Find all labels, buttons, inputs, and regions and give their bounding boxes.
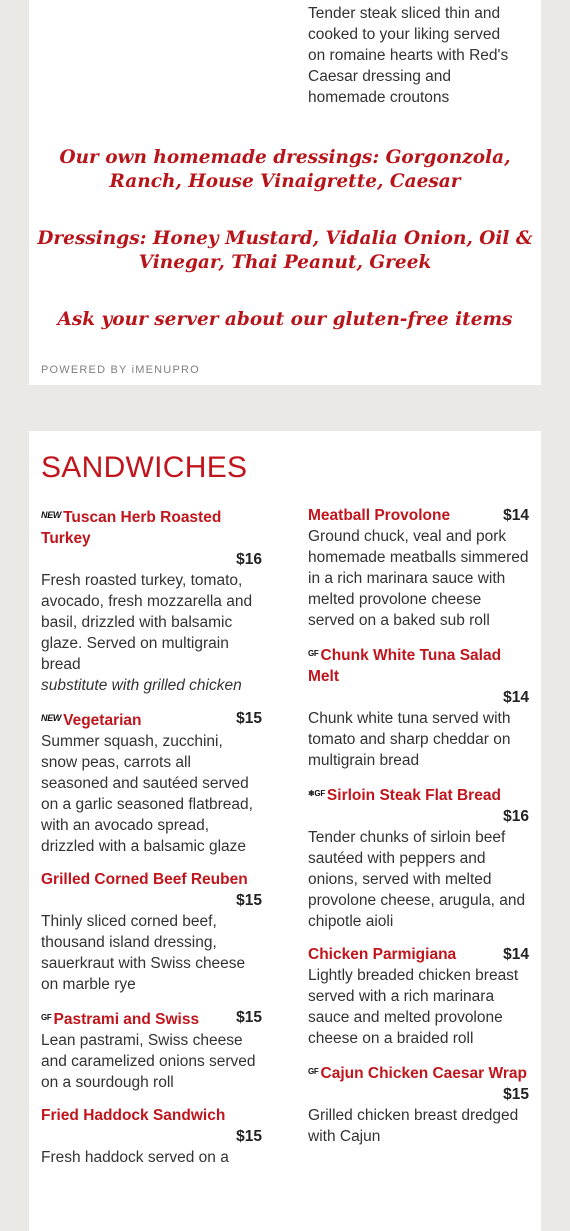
item-name: Chunk White Tuna Salad Melt (308, 647, 502, 685)
item-name: Grilled Corned Beef Reuben (41, 871, 248, 888)
left-column (41, 505, 262, 1180)
homemade-dressings-note: Our own homemade dressings: Gorgonzola, Ranch, House Vinaigrette, Caesar (59, 147, 511, 192)
item-price: $15 (236, 1128, 262, 1145)
item-price: $14 (503, 946, 529, 963)
dressings-note: Dressings: Honey Mustard, Vidalia Onion, Oil & Vinegar, Thai Peanut, Greek (37, 228, 533, 273)
item-price: $16 (236, 551, 262, 568)
menu-item-meatball-provolone[interactable] (308, 505, 529, 631)
item-description: Fresh roasted turkey, tomato, avocado, fresh mozzarella and basil, drizzled with balsamic glaze. Served on multigrain bread (41, 572, 253, 673)
item-description: Ground chuck, veal and pork homemade meatballs simmered in a rich marinara sauce with melted provolone cheese served on a baked sub roll (308, 528, 529, 629)
item-description: Chunk white tuna served with tomato and sharp cheddar on multigrain bread (308, 710, 511, 769)
menu-item-cajun-wrap[interactable] (308, 1061, 529, 1147)
item-price: $16 (503, 808, 529, 825)
menu-item-tuscan-turkey[interactable] (41, 505, 262, 696)
sandwiches-card (29, 431, 541, 1231)
steak-caesar-description: Tender steak sliced thin and cooked to your liking served on romaine hearts with Red's Caesar dressing and homemade croutons (308, 5, 509, 106)
right-column (308, 505, 529, 1159)
item-description: Grilled chicken breast dredged with Cajun (308, 1107, 519, 1145)
menu-item-vegetarian[interactable] (41, 708, 262, 857)
item-name: Cajun Chicken Caesar Wrap (320, 1065, 527, 1082)
item-name: Chicken Parmigiana (308, 946, 457, 963)
snowflake-gluten-free-badge-icon: ❄GF (308, 789, 325, 798)
menu-item-sirloin-flatbread[interactable] (308, 783, 529, 932)
item-name: Fried Haddock Sandwich (41, 1107, 226, 1124)
item-description: Fresh haddock served on a (41, 1149, 229, 1166)
item-name: Sirloin Steak Flat Bread (326, 787, 501, 804)
item-name: Meatball Provolone (308, 507, 451, 524)
menu-item-fried-haddock[interactable] (41, 1105, 262, 1168)
item-name: Pastrami and Swiss (53, 1011, 200, 1028)
item-name: Tuscan Herb Roasted Turkey (41, 509, 222, 547)
new-badge-icon: NEW (41, 713, 62, 723)
gluten-free-badge-icon: GF (41, 1013, 52, 1022)
item-price: $15 (236, 710, 262, 727)
menu-item-reuben[interactable] (41, 869, 262, 995)
item-substitution: substitute with grilled chicken (41, 677, 242, 694)
item-description: Tender chunks of sirloin beef sautéed with peppers and onions, served with melted provolone cheese, arugula, and chipotle aioli (308, 829, 526, 930)
menu-item-tuna-melt[interactable] (308, 643, 529, 771)
item-description: Lightly breaded chicken breast served with a rich marinara sauce and melted provolone cheese on a braided roll (308, 967, 519, 1047)
menu-item-chicken-parmigiana[interactable] (308, 944, 529, 1049)
menu-item-pastrami[interactable] (41, 1007, 262, 1093)
item-price: $14 (503, 507, 529, 524)
new-badge-icon: NEW (41, 510, 62, 520)
gluten-free-note: Ask your server about our gluten-free items (57, 309, 513, 330)
gluten-free-badge-icon: GF (308, 649, 319, 658)
item-price: $15 (236, 1009, 262, 1026)
section-title: SANDWICHES (41, 451, 248, 484)
item-description: Thinly sliced corned beef, thousand island dressing, sauerkraut with Swiss cheese on marble rye (41, 913, 246, 993)
item-price: $15 (236, 892, 262, 909)
item-price: $14 (503, 689, 529, 706)
item-description: Lean pastrami, Swiss cheese and caramelized onions served on a sourdough roll (41, 1032, 256, 1091)
item-description: Summer squash, zucchini, snow peas, carrots all seasoned and sautéed served on a garlic seasoned flatbread, with an avocado spread, drizzled with a balsamic glaze (41, 733, 253, 855)
item-name: Vegetarian (63, 712, 142, 729)
salads-card (29, 0, 541, 385)
powered-by-link[interactable]: POWERED BY iMENUPRO (41, 364, 200, 376)
item-price: $15 (503, 1086, 529, 1103)
gluten-free-badge-icon: GF (308, 1067, 319, 1076)
